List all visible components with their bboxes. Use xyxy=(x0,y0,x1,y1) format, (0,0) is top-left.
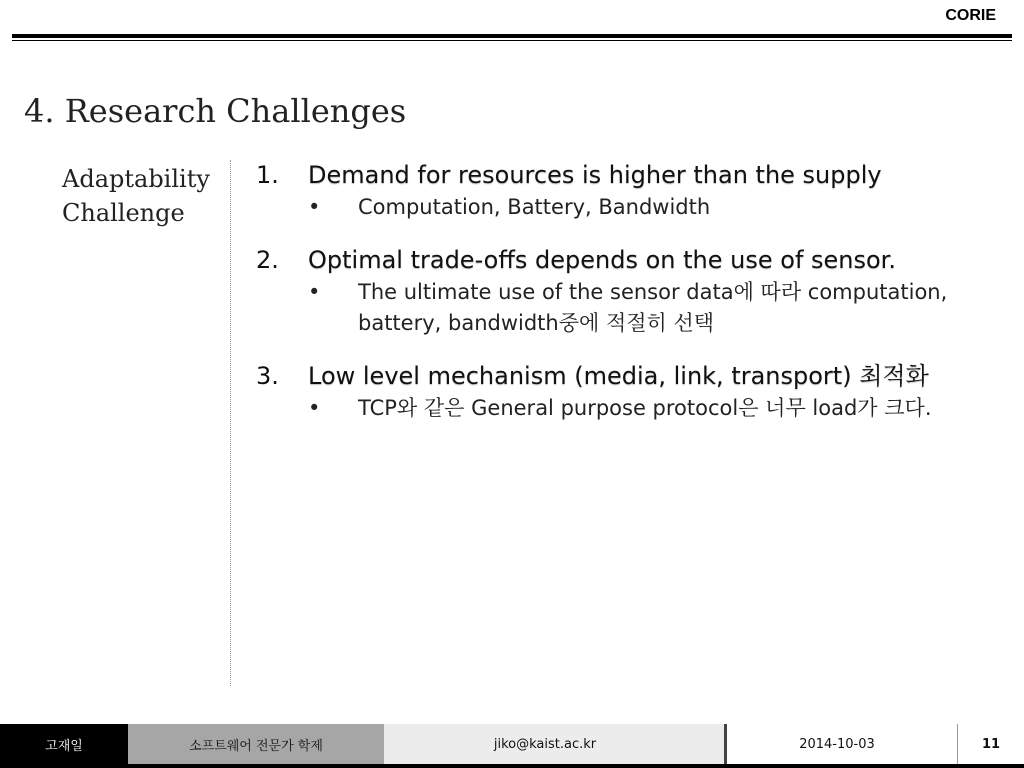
sub-bullet xyxy=(308,393,984,424)
content-list xyxy=(256,158,984,444)
list-item-3 xyxy=(256,359,984,424)
section-label-line-1: Adaptability xyxy=(62,165,210,193)
list-item-2 xyxy=(256,243,984,339)
item-number: 2. xyxy=(256,246,279,274)
sub-bullet-text: TCP와 같은 General purpose protocol은 너무 load가 크다. xyxy=(358,396,932,420)
footer-date: 2014-10-03 xyxy=(727,724,957,764)
footer-bar xyxy=(0,724,1024,764)
footer-author: 고재일 xyxy=(0,724,128,764)
bullet-dot-icon: • xyxy=(308,280,321,304)
brand-label: CORIE xyxy=(945,7,996,24)
page-number: 11 xyxy=(958,724,1024,764)
section-label xyxy=(62,162,228,230)
footer-email: jiko@kaist.ac.kr xyxy=(384,724,724,764)
sub-bullet-text: Computation, Battery, Bandwidth xyxy=(358,195,711,219)
item-title: Optimal trade-offs depends on the use of sensor. xyxy=(308,246,896,274)
footer-rule xyxy=(0,764,1024,768)
list-item-1 xyxy=(256,158,984,223)
item-number: 1. xyxy=(256,161,279,189)
item-title: Demand for resources is higher than the supply xyxy=(308,161,882,189)
item-title: Low level mechanism (media, link, transport) 최적화 xyxy=(308,362,929,390)
sub-bullet xyxy=(308,277,984,339)
header-rule-thin xyxy=(12,40,1012,41)
item-number: 3. xyxy=(256,362,279,390)
section-label-line-2: Challenge xyxy=(62,199,185,227)
sub-bullet xyxy=(308,192,984,223)
bullet-dot-icon: • xyxy=(308,195,321,219)
slide-title: 4. Research Challenges xyxy=(24,92,407,130)
vertical-divider xyxy=(230,160,231,686)
header-rule-thick xyxy=(12,34,1012,38)
bullet-dot-icon: • xyxy=(308,396,321,420)
footer-course: 소프트웨어 전문가 학제 xyxy=(128,724,384,764)
sub-bullet-text: The ultimate use of the sensor data에 따라 computation, battery, bandwidth중에 적절히 선택 xyxy=(358,280,948,335)
